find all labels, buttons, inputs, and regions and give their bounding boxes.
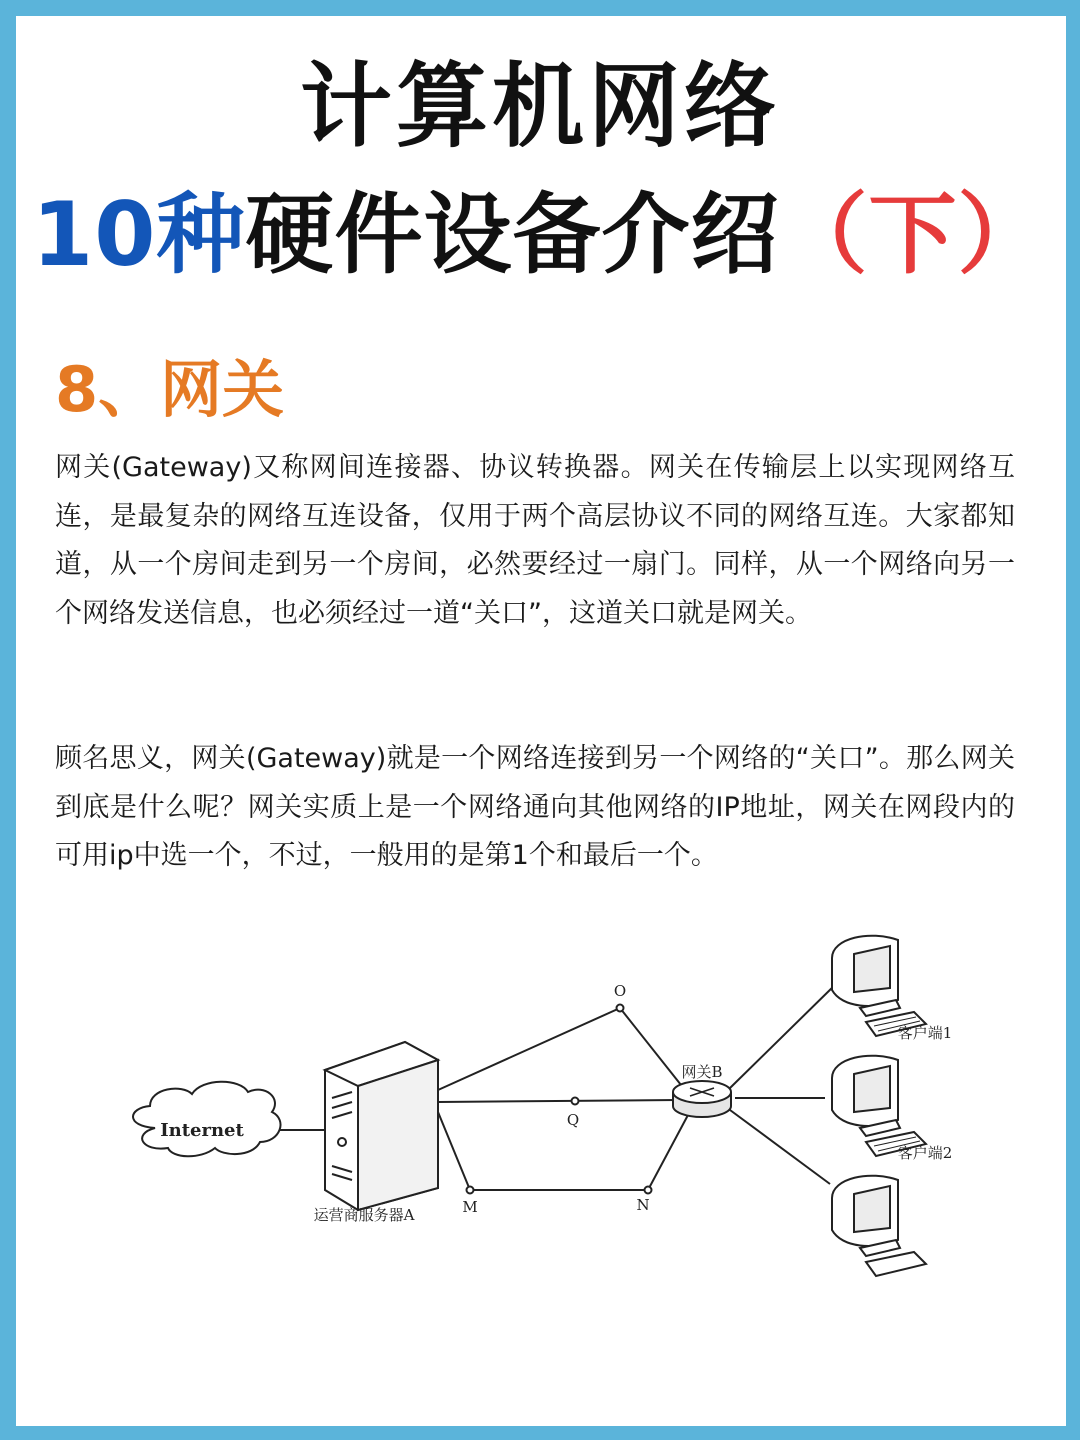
server-label: 运营商服务器A [313,1206,415,1224]
node-markers [467,1005,652,1194]
node-m-label: M [462,1198,478,1216]
client2-label: 客户端2 [897,1144,953,1162]
router-icon [673,1081,731,1117]
section-heading: 8、网关 [55,353,285,426]
internet-label: Internet [160,1120,244,1141]
subtitle-topic: 硬件设备介绍 [245,183,780,286]
computer-icon [832,1056,926,1156]
subtitle-count: 10种 [32,183,246,286]
paragraph-2: 顾名思义，网关(Gateway)就是一个网络连接到另一个网络的“关口”。那么网关到底是什么呢？网关实质上是一个网络通向其他网络的IP地址，网关在网段内的可用ip中选一个，不过，一般用的是第1个和最后一个。 [55,743,1015,871]
cloud-icon [133,1082,281,1157]
client1-label: 客户端1 [897,1024,953,1042]
network-diagram [120,920,980,1280]
server-icon [325,1042,438,1210]
computer-icon [832,1176,926,1276]
computer-icon [832,936,926,1036]
subtitle-part: （下） [779,183,1047,286]
page-title: 计算机网络 [299,53,780,160]
node-n-label: N [636,1196,650,1214]
gateway-label: 网关B [681,1063,723,1081]
paragraph-1: 网关(Gateway)又称网间连接器、协议转换器。网关在传输层上以实现网络互连，是最复杂的网络互连设备，仅用于两个高层协议不同的网络互连。大家都知道，从一个房间走到另一个房间，必然要经过一扇门。同样，从一个网络向另一个网络发送信息，也必须经过一道“关口”，这道关口就是网关。 [55,452,1015,629]
node-q-label: Q [566,1111,580,1129]
page-subtitle [32,180,1072,290]
node-o-label: O [613,982,627,1000]
